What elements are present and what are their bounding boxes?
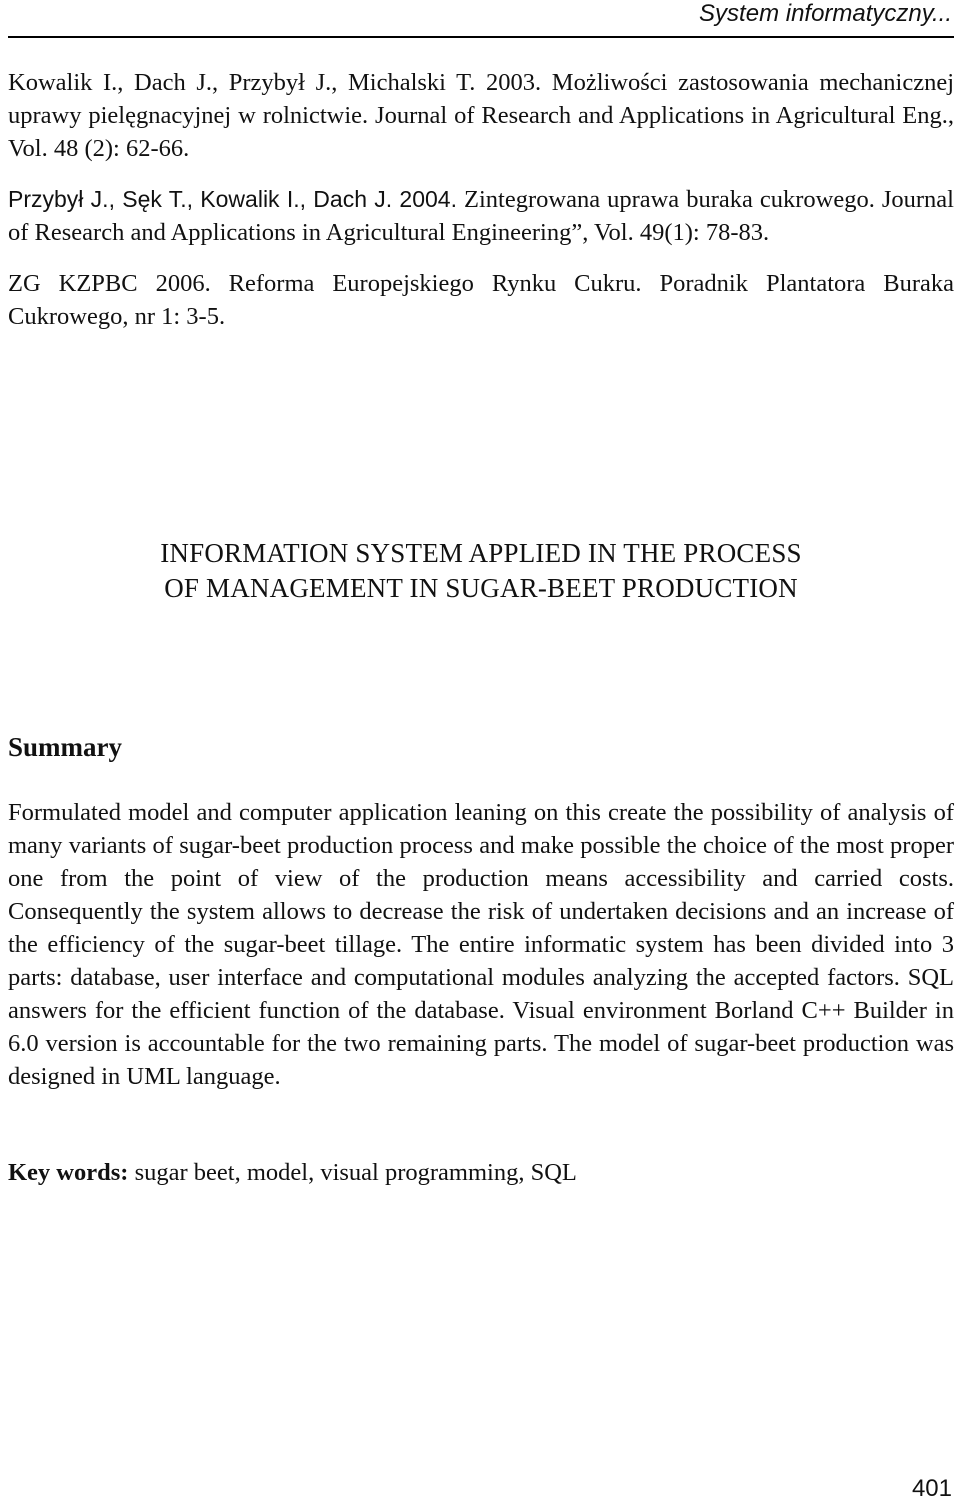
reference-list: [8, 66, 954, 351]
keywords: [8, 1156, 954, 1189]
reference-entry: [8, 183, 954, 249]
reference-entry: ZG KZPBC 2006. Reforma Europejskiego Rynku Cukru. Poradnik Plantatora Buraka Cukrowego, nr 1: 3-5.: [8, 270, 954, 330]
keywords-list: sugar beet, model, visual programming, SQL: [128, 1159, 577, 1186]
paper-title-line: OF MANAGEMENT IN SUGAR-BEET PRODUCTION: [164, 573, 798, 603]
summary-text: Formulated model and computer application leaning on this create the possibility of analysis of many variants of sugar-beet production process and make possible the choice of the most proper one from the point of view of the production means accessibility and carried costs. Consequently the system allows to decrease the risk of undertaken decisions and an increase of the efficiency of the sugar-beet tillage. The entire informatic system has been divided into 3 parts: database, user interface and computational modules analyzing the accepted factors. SQL answers for the efficient function of the database. Visual environment Borland C++ Builder in 6.0 version is accountable for the two remaining parts. The model of sugar-beet production was designed in UML language.: [8, 799, 954, 1090]
keywords-label: Key words:: [8, 1159, 129, 1186]
paper-title-line: INFORMATION SYSTEM APPLIED IN THE PROCESS: [160, 538, 802, 568]
page-number: 401: [911, 1475, 952, 1502]
reference-authors-year: Przybył J., Sęk T., Kowalik I., Dach J. 2004.: [8, 186, 457, 212]
running-title: System informatyczny...: [699, 0, 952, 27]
header-rule: [8, 36, 954, 38]
paper-title: [8, 536, 954, 606]
reference-title-source: Zintegrowana uprawa buraka cukrowego. Journal of Research and Applications in Agricultural Engineering”, Vol. 49(1): 78-83.: [8, 186, 954, 246]
summary-heading: Summary: [8, 732, 122, 762]
reference-entry: Kowalik I., Dach J., Przybył J., Michalski T. 2003. Możliwości zastosowania mechanicznej uprawy pielęgnacyjnej w rolnictwie. Journal of Research and Applications in Agricultural Eng., Vol. 48 (2): 62-66.: [8, 69, 954, 162]
